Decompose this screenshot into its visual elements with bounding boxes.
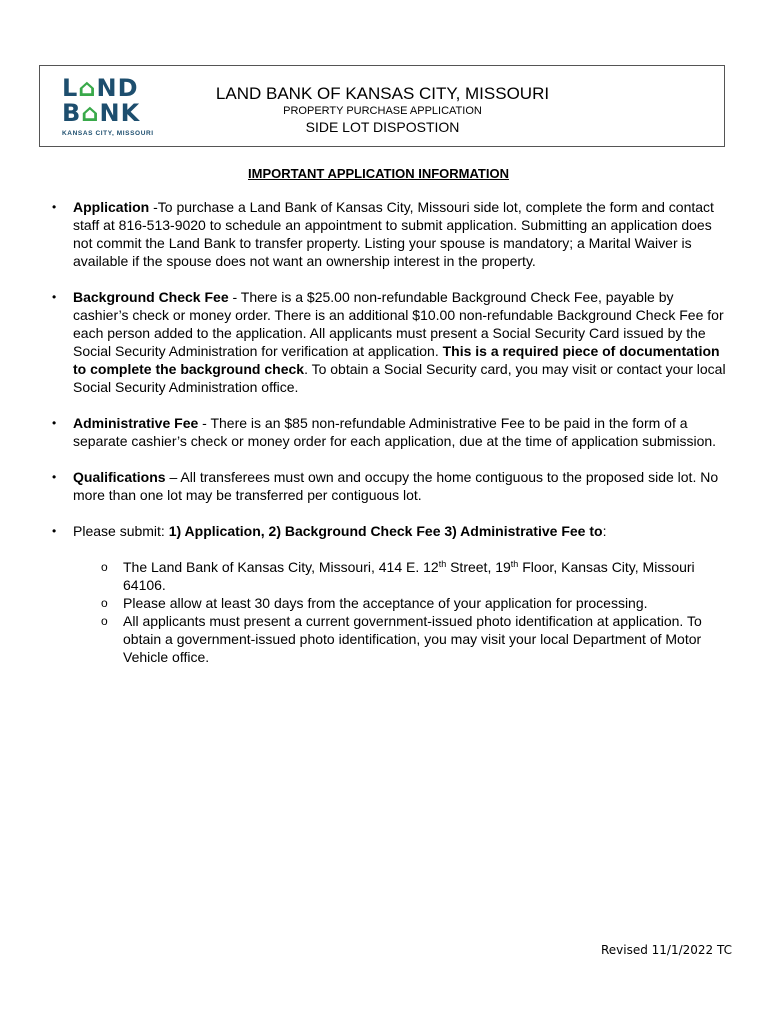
logo-row-land — [62, 76, 139, 100]
house-icon: ⌂ — [78, 74, 97, 102]
item-emphasis: This is a required piece of documentation to complete the background check — [73, 343, 720, 377]
bullet-icon: • — [52, 524, 57, 538]
sub-item-processing-time — [0, 594, 770, 612]
item-label: Application — [73, 199, 150, 215]
header-text — [180, 84, 585, 136]
logo-letters: ND — [96, 74, 139, 102]
sub-list — [0, 558, 770, 666]
ordinal-suffix: th — [438, 559, 447, 569]
list-item-administrative-fee — [0, 414, 770, 450]
item-text: – All transferees must own and occupy the home contiguous to the proposed side lot. No more than one lot may be transferred per contiguous lot. — [73, 469, 719, 503]
logo-letter: B — [62, 99, 82, 127]
list-item-background-check — [0, 288, 770, 396]
bullet-icon: • — [52, 200, 57, 214]
revision-note: Revised 11/1/2022 TC — [600, 943, 732, 957]
item-text: - There is an $85 non-refundable Administrative Fee to be paid in the form of a separate cashier’s check or money order for each application, due at the time of application submission. — [73, 415, 717, 449]
item-label: Qualifications — [73, 469, 166, 485]
sub-item-photo-id — [0, 612, 770, 666]
circle-bullet-icon: o — [101, 560, 108, 574]
list-item-qualifications — [0, 468, 770, 504]
bullet-icon: • — [52, 290, 57, 304]
item-text-tail: . To obtain a Social Security card, you may visit or contact your local Social Security Administration office. — [73, 361, 726, 395]
logo-subtitle: KANSAS CITY, MISSOURI — [62, 130, 154, 137]
ordinal-suffix: th — [510, 559, 519, 569]
logo-letters: NK — [99, 99, 141, 127]
logo-letter: L — [62, 74, 79, 102]
land-bank-logo — [62, 74, 152, 140]
bullet-icon: • — [52, 470, 57, 484]
address-text: Street, 19 — [446, 559, 511, 575]
item-text-suffix: : — [602, 523, 607, 539]
section-title: IMPORTANT APPLICATION INFORMATION — [248, 166, 509, 181]
item-text: Please submit: — [73, 523, 169, 539]
application-type: PROPERTY PURCHASE APPLICATION — [283, 105, 482, 117]
list-item-submit — [0, 522, 770, 666]
sub-item-text: All applicants must present a current government-issued photo identification at application. To obtain a government-issued photo identification, you may visit your local Department of Motor Vehicle office. — [123, 613, 702, 665]
house-icon: ⌂ — [81, 99, 100, 127]
organization-name: LAND BANK OF KANSAS CITY, MISSOURI — [215, 84, 550, 103]
item-label: Background Check Fee — [73, 289, 229, 305]
sub-item-address — [0, 558, 770, 594]
lot-type: SIDE LOT DISPOSTION — [305, 119, 460, 135]
logo-row-bank — [62, 101, 140, 125]
header-box — [39, 65, 725, 147]
bullet-icon: • — [52, 416, 57, 430]
info-list — [0, 198, 770, 684]
item-text: -To purchase a Land Bank of Kansas City, Missouri side lot, complete the form and contact staff at 816-513-9020 to schedule an appointment to submit application. Submitting an application does not commit the Land Bank to transfer property. Listing your spouse is mandatory; a Marital Waiver is available if the spouse does not want an ownership interest in the property. — [73, 199, 714, 269]
item-text: - There is a $25.00 non-refundable Background Check Fee, payable by cashier’s check or money order. There is an additional $10.00 non-refundable Background Check Fee for each person added to the application. All applicants must present a Social Security Card issued by the Social Security Administration for verification at application. — [73, 289, 724, 359]
address-text: The Land Bank of Kansas City, Missouri, 414 E. 12 — [123, 559, 439, 575]
item-label: Administrative Fee — [73, 415, 199, 431]
circle-bullet-icon: o — [101, 596, 108, 610]
list-item-application — [0, 198, 770, 270]
circle-bullet-icon: o — [101, 614, 108, 628]
item-emphasis: 1) Application, 2) Background Check Fee 3) Administrative Fee to — [168, 523, 603, 539]
sub-item-text: Please allow at least 30 days from the acceptance of your application for processing. — [123, 595, 648, 611]
address-text: Floor, Kansas City, Missouri 64106. — [123, 559, 695, 593]
